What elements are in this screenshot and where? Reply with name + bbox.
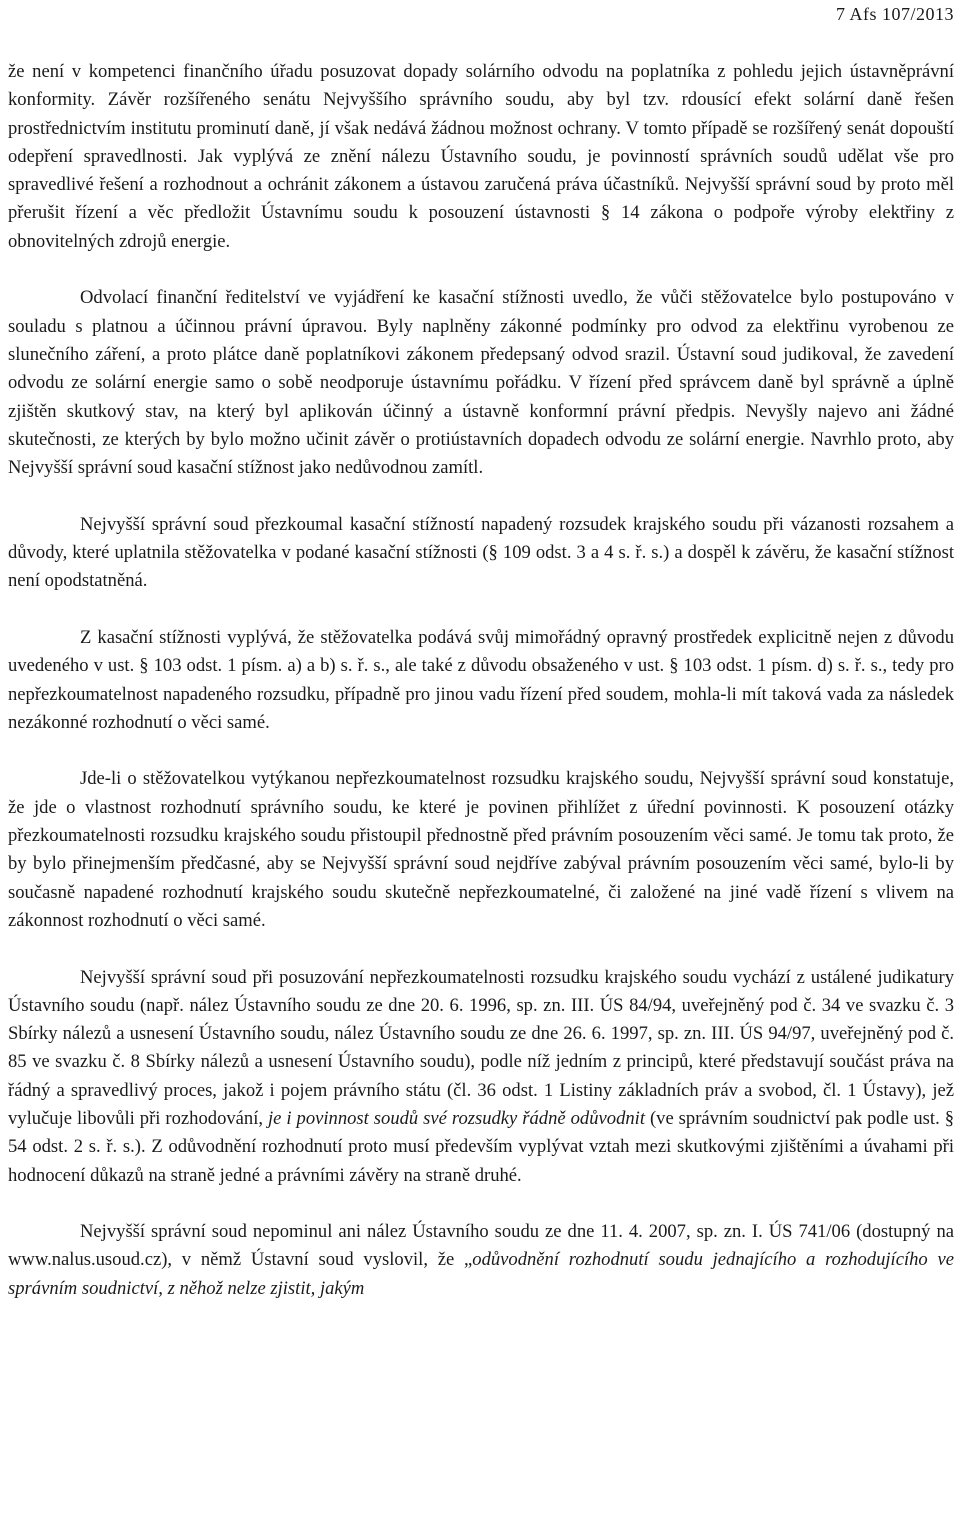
paragraph-6 bbox=[8, 964, 954, 1190]
document-body bbox=[8, 58, 954, 1303]
paragraph-2: Odvolací finanční ředitelství ve vyjádření ke kasační stížnosti uvedlo, že vůči stěžovatelce bylo postupováno v souladu s platnou a účinnou právní úpravou. Byly naplněny zákonné podmínky pro odvod za elektřinu vyrobenou ze slunečního záření, a proto plátce daně poplatníkovi zákonem předepsaný odvod srazil. Ústavní soud judikoval, že zavedení odvodu ze solární energie samo o sobě neodporuje ústavnímu pořádku. V řízení před správcem daně byl správně a úplně zjištěn skutkový stav, na který byl aplikován účinný a ústavně konformní právní předpis. Nevyšly najevo ani žádné skutečnosti, ze kterých by bylo možno učinit závěr o protiústavních dopadech odvodu ze solární energie. Navrhlo proto, aby Nejvyšší správní soud kasační stížnost jako nedůvodnou zamítl. bbox=[8, 287, 954, 479]
paragraph-6-quote: je i povinnost soudů své rozsudky řádně odůvodnit bbox=[268, 1107, 645, 1129]
paragraph-6-text-before: Nejvyšší správní soud při posuzování nepřezkoumatelnosti rozsudku krajského soudu vychází z ustálené judikatury Ústavního soudu (např. nález Ústavního soudu ze dne 20. 6. 1996, sp. zn. III. ÚS 84/94, uveřejněný pod č. 34 ve svazku č. 3 Sbírky nálezů a usnesení Ústavního soudu, nález Ústavního soudu ze dne 26. 6. 1997, sp. zn. III. ÚS 94/97, uveřejněný pod č. 85 ve svazku č. 8 Sbírky nálezů a usnesení Ústavního soudu), podle níž jedním z principů, které představují součást práva na řádný a spravedlivý proces, jakož i pojem právního státu (čl. 36 odst. 1 Listiny základních práv a svobod, čl. 1 Ústavy), jež vylučuje libovůli při rozhodování, bbox=[8, 966, 954, 1129]
paragraph-5: Jde-li o stěžovatelkou vytýkanou nepřezkoumatelnost rozsudku krajského soudu, Nejvyšší správní soud konstatuje, že jde o vlastnost rozhodnutí správního soudu, ke které je povinen přihlížet z úřední povinnosti. K posouzení otázky přezkoumatelnosti rozsudku krajského soudu přistoupil přednostně před právním posouzením věci samé. Je tomu tak proto, že by bylo přinejmenším předčasné, aby se Nejvyšší správní soud nejdříve zabýval právním posouzením věci samé, bylo-li by současně napadené rozhodnutí krajského soudu skutečně nepřezkoumatelné, či založené na jiné vadě řízení s vlivem na zákonnost rozhodnutí o věci samé. bbox=[8, 768, 954, 931]
paragraph-7-quote: odůvodnění rozhodnutí soudu jednajícího a rozhodujícího ve správním soudnictví, z něhož nelze zjistit, jakým bbox=[8, 1249, 954, 1299]
paragraph-1: že není v kompetenci finančního úřadu posuzovat dopady solárního odvodu na poplatníka z pohledu jejich ústavněprávní konformity. Závěr rozšířeného senátu Nejvyššího správního soudu, aby byl tzv. rdousící efekt solární daně řešen prostřednictvím institutu prominutí daně, jí však nedává žádnou možnost ochrany. V tomto případě se rozšířený senát dopouští odepření spravedlnosti. Jak vyplývá ze znění nálezu Ústavního soudu, je povinností správních soudů udělat vše pro spravedlivé řešení a rozhodnout a ochránit zákonem a ústavou zaručená práva účastníků. Nejvyšší správní soud by proto měl přerušit řízení a věc předložit Ústavnímu soudu k posouzení ústavnosti § 14 zákona o podpoře výroby elektřiny z obnovitelných zdrojů energie. bbox=[8, 61, 954, 252]
paragraph-7 bbox=[8, 1218, 954, 1303]
paragraph-3: Nejvyšší správní soud přezkoumal kasační stížností napadený rozsudek krajského soudu při vázanosti rozsahem a důvody, které uplatnila stěžovatelka v podané kasační stížnosti (§ 109 odst. 3 a 4 s. ř. s.) a dospěl k závěru, že kasační stížnost není opodstatněná. bbox=[8, 513, 954, 592]
paragraph-7-text-before: Nejvyšší správní soud nepominul ani nález Ústavního soudu ze dne 11. 4. 2007, sp. zn. I. ÚS 741/06 (dostupný na www.nalus.usoud.cz), v němž Ústavní soud vyslovil, že „ bbox=[8, 1221, 954, 1271]
paragraph-6-text-after: (ve správním soudnictví pak podle ust. § 54 odst. 2 s. ř. s.). Z odůvodnění rozhodnutí proto musí především vyplývat vztah mezi skutkovými zjištěními a úvahami při hodnocení důkazů na straně jedné a právními závěry na straně druhé. bbox=[8, 1107, 954, 1186]
case-number: 7 Afs 107/2013 bbox=[835, 4, 954, 24]
paragraph-4: Z kasační stížnosti vyplývá, že stěžovatelka podává svůj mimořádný opravný prostředek explicitně nejen z důvodu uvedeného v ust. § 103 odst. 1 písm. a) a b) s. ř. s., ale také z důvodu obsaženého v ust. § 103 odst. 1 písm. d) s. ř. s., tedy pro nepřezkoumatelnost napadeného rozsudku, případně pro jinou vadu řízení před soudem, mohla-li mít taková vada za následek nezákonné rozhodnutí o věci samé. bbox=[8, 626, 954, 733]
